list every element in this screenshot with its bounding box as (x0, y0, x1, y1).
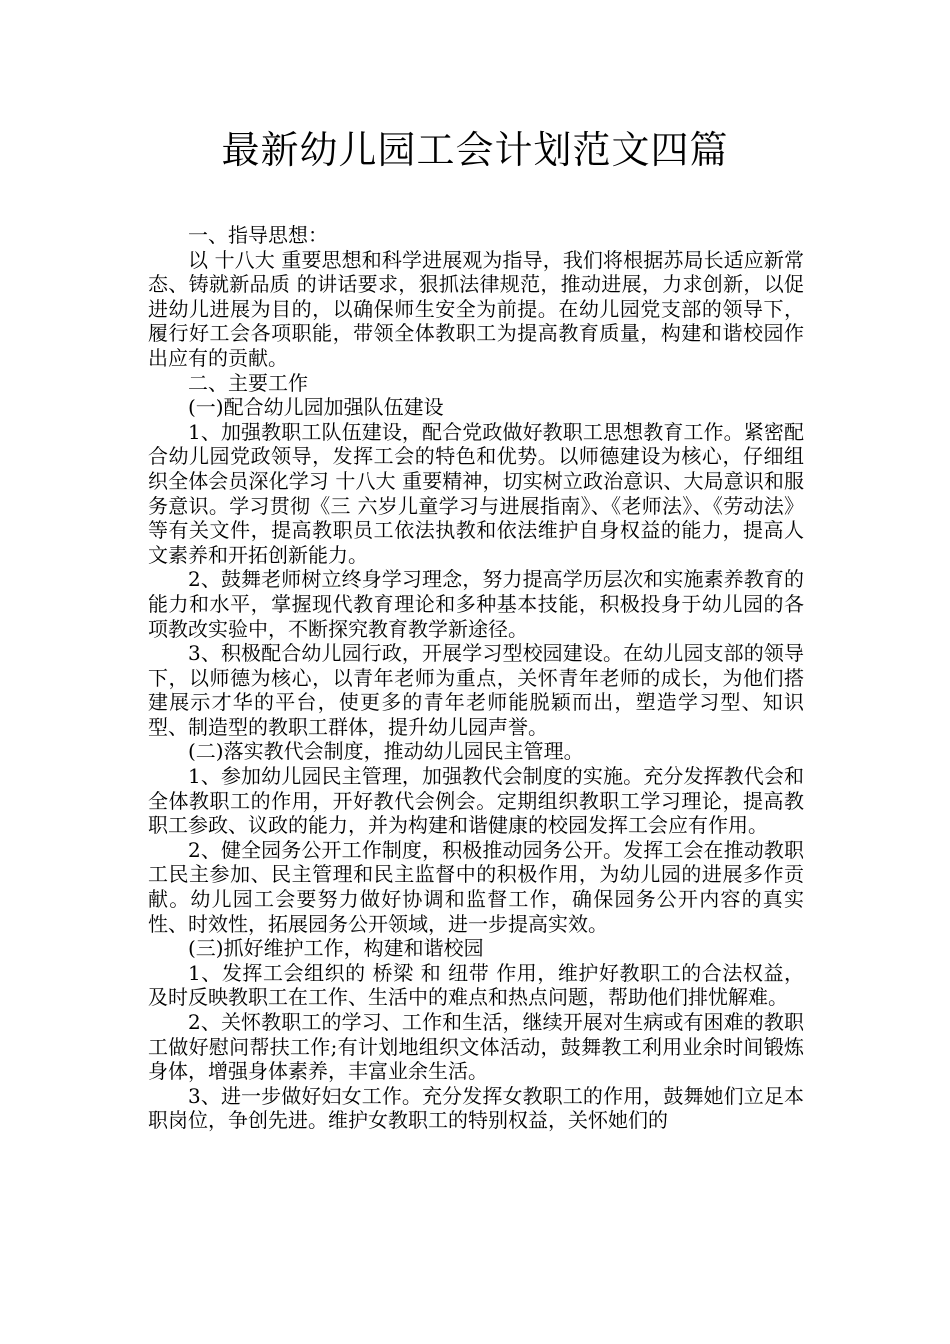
paragraph: 2、健全园务公开工作制度，积极推动园务公开。发挥工会在推动教职工民主参加、民主管理和民主监督中的积极作用，为幼儿园的进展多作贡献。幼儿园工会要努力做好协调和监督工作，确保园务公开内容的真实性、时效性，拓展园务公开领域，进一步提高实效。 (148, 837, 804, 936)
paragraph: 1、参加幼儿园民主管理，加强教代会制度的实施。充分发挥教代会和全体教职工的作用，开好教代会例会。定期组织教职工学习理论，提高教职工参政、议政的能力，并为构建和谐健康的校园发挥工会应有作用。 (148, 764, 804, 838)
paragraph: 2、关怀教职工的学习、工作和生活，继续开展对生病或有困难的教职工做好慰问帮扶工作;有计划地组织文体活动，鼓舞教工利用业余时间锻炼身体，增强身体素养，丰富业余生活。 (148, 1010, 804, 1084)
paragraph: 1、加强教职工队伍建设，配合党政做好教职工思想教育工作。紧密配合幼儿园党政领导，发挥工会的特色和优势。以师德建设为核心，仔细组织全体会员深化学习 十八大 重要精神，切实树立政治意识、大局意识和服务意识。学习贯彻《三 六岁儿童学习与进展指南》、《老师法》、《劳动法》等有关文件，提高教职员工依法执教和依法维护自身权益的能力，提高人文素养和开拓创新能力。 (148, 419, 804, 567)
section-heading-main-work: 二、主要工作 (188, 370, 308, 395)
document-title: 最新幼儿园工会计划范文四篇 (221, 128, 729, 172)
subsection-heading: (一)配合幼儿园加强队伍建设 (188, 395, 444, 420)
paragraph: 1、发挥工会组织的 桥梁 和 纽带 作用，维护好教职工的合法权益，及时反映教职工在工作、生活中的难点和热点问题，帮助他们排忧解难。 (148, 960, 804, 1010)
section-heading-guiding-ideology: 一、指导思想： (188, 223, 328, 247)
paragraph: 以 十八大 重要思想和科学进展观为指导，我们将根据苏局长适应新常态、铸就新品质 的讲话要求，狠抓法律规范，推动进展，力求创新，以促进幼儿进展为目的，以确保师生安全为前提。在幼儿园党支部的领导下，履行好工会各项职能，带领全体教职工为提高教育质量，构建和谐校园作出应有的贡献。 (148, 247, 804, 370)
document-body (148, 223, 804, 1133)
subsection-heading: (二)落实教代会制度，推动幼儿园民主管理。 (188, 739, 584, 764)
paragraph: 3、进一步做好妇女工作。充分发挥女教职工的作用，鼓舞她们立足本职岗位，争创先进。维护女教职工的特别权益，关怀她们的 (148, 1083, 804, 1133)
paragraph: 3、积极配合幼儿园行政，开展学习型校园建设。在幼儿园支部的领导下，以师德为核心，以青年老师为重点，关怀青年老师的成长，为他们搭建展示才华的平台，使更多的青年老师能脱颖而出，塑造学习型、知识型、制造型的教职工群体，提升幼儿园声誉。 (148, 641, 804, 739)
paragraph: 2、鼓舞老师树立终身学习理念，努力提高学历层次和实施素养教育的能力和水平，掌握现代教育理论和多种基本技能，积极投身于幼儿园的各项教改实验中，不断探究教育教学新途径。 (148, 567, 804, 641)
subsection-heading: (三)抓好维护工作，构建和谐校园 (188, 936, 484, 961)
